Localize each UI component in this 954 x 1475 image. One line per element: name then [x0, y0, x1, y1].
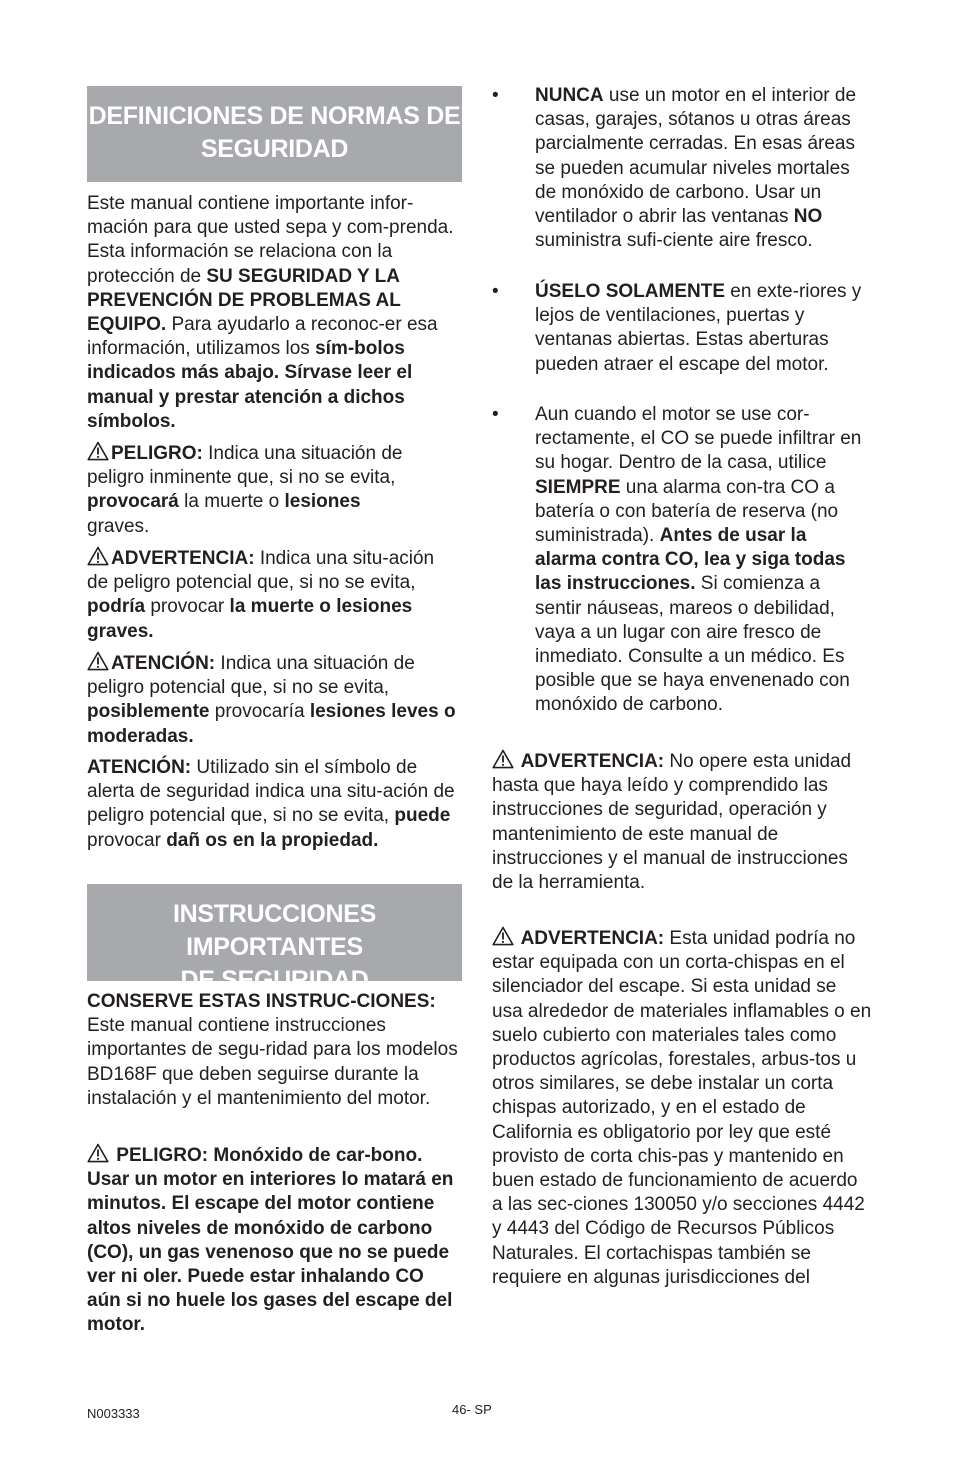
bullet-uselo: • ÚSELO SOLAMENTE en exte-riores y lejos de ventilaciones, puertas y ventanas abiertas. Estas aberturas pueden atraer el escape del motor.: [492, 281, 862, 375]
advertencia-definition: ADVERTENCIA: Indica una situ-ación de peligro potencial que, si no se evita, podría provocar la muerte o lesiones graves.: [87, 548, 435, 642]
header-line: DEFINICIONES DE NORMAS DE: [88, 102, 461, 130]
bullet-aun-cuando: • Aun cuando el motor se use cor-rectamente, el CO se puede infiltrar en su hogar. Dentro de la casa, utilice SIEMPRE una alarma con-tra CO a batería o con batería de reserva (no suministrada). Antes de usar la alarma contra CO, lea y siga todas las instrucciones. Si comienza a sentir náuseas, mareos o debilidad, vaya a un lugar con aire fresco de inmediato. Consulte a un médico. Es posible que se haya envenenado con monóxido de carbono.: [492, 404, 862, 716]
page-number: 46- SP: [452, 1402, 492, 1417]
bullet-glyph: •: [492, 404, 499, 425]
peligro-co-warning: PELIGRO: Monóxido de car-bono. Usar un motor en interiores lo matará en minutos. El escape del motor contiene altos niveles de monóxido de carbono (CO), un gas venenoso que no se puede ver ni oler. Puede estar inhalando CO aún si no huele los gases del escape del motor.: [87, 1145, 454, 1336]
header-line: DE SEGURIDAD: [180, 966, 369, 994]
section-header-instrucciones: [87, 884, 462, 994]
warning-triangle-icon: [492, 926, 514, 946]
header-line: INSTRUCCIONES IMPORTANTES: [172, 900, 377, 961]
bullet-glyph: •: [492, 85, 499, 106]
atencion-no-symbol-definition: ATENCIÓN: Utilizado sin el símbolo de alerta de seguridad indica una situ-ación de peligro potencial que, si no se evita, puede provocar dañ os en la propiedad.: [87, 757, 455, 851]
warning-triangle-icon: [492, 749, 514, 769]
section-header-definiciones: [87, 86, 462, 182]
peligro-definition: PELIGRO: Indica una situación de peligro inminente que, si no se evita, provocará la muerte o lesiones graves.: [87, 443, 403, 537]
warning-triangle-icon: [87, 441, 109, 461]
bullet-glyph: •: [492, 281, 499, 302]
header-line: SEGURIDAD: [200, 135, 349, 163]
warning-triangle-icon: [87, 651, 109, 671]
atencion-definition: ATENCIÓN: Indica una situación de peligro potencial que, si no se evita, posiblemente provocaría lesiones leves o moderadas.: [87, 653, 456, 747]
warning-triangle-icon: [87, 1143, 109, 1163]
advertencia-no-opere: ADVERTENCIA: No opere esta unidad hasta que haya leído y comprendido las instrucciones de seguridad, operación y mantenimiento de este manual de instrucciones y el manual de instrucciones de la herramienta.: [492, 751, 852, 894]
intro-paragraph: Este manual contiene importante infor-mación para que usted sepa y com-prenda. Esta información se relaciona con la protección de SU SEGURIDAD Y LA PREVENCIÓN DE PROBLEMAS AL EQUIPO. Para ayudarlo a reconoc-er esa información, utilizamos los sím-bolos indicados más abajo. Sírvase leer el manual y prestar atención a dichos símbolos.: [87, 193, 454, 432]
warning-triangle-icon: [87, 546, 109, 566]
conserve-paragraph: CONSERVE ESTAS INSTRUC-CIONES: Este manual contiene instrucciones importantes de segu-ridad para los modelos BD168F que deben seguirse durante la instalación y el mantenimiento del motor.: [87, 991, 458, 1109]
document-code: N003333: [87, 1406, 140, 1421]
advertencia-cortachispas: ADVERTENCIA: Esta unidad podría no estar equipada con un corta-chispas en el silenciador del escape. Si esta unidad se usa alrededor de materiales inflamables o en suelo cubierto con materiales tales como productos agrícolas, forestales, arbus-tos u otros similares, se debe instalar un corta chispas autorizado, y en el estado de California es obligatorio por ley que esté provisto de corta chis-pas y mantenido en buen estado de funcionamiento de acuerdo a las sec-ciones 130050 y/o secciones 4442 y 4443 del Código de Recursos Públicos Naturales. El cortachispas también se requiere en algunas jurisdicciones del: [492, 928, 872, 1288]
bullet-nunca: • NUNCA use un motor en el interior de casas, garajes, sótanos u otras áreas parcialmente cerradas. En esas áreas se pueden acumular niveles mortales de monóxido de carbono. Usar un ventilador o abrir las ventanas NO suministra sufi-ciente aire fresco.: [492, 85, 857, 252]
